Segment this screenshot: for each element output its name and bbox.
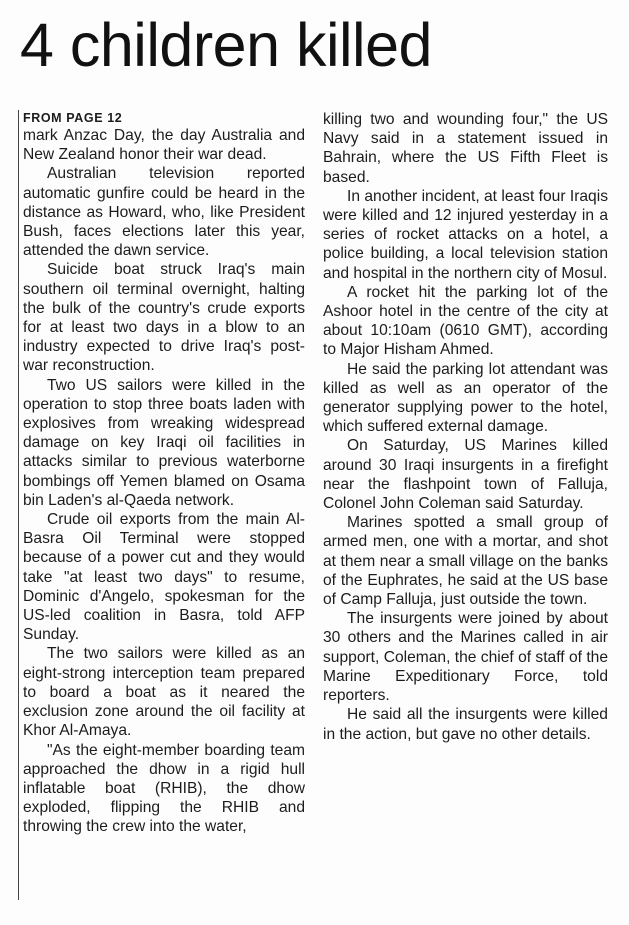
paragraph: Marines spotted a small group of armed men, one with a mortar, and shot at them near a small village on the banks of the Euphrates, he said at the US base of Camp Falluja, just outside the town.: [323, 514, 608, 609]
headline: 4 children killed: [20, 11, 432, 79]
paragraph: He said all the insurgents were killed in the action, but gave no other details.: [323, 706, 608, 743]
paragraph: Australian television reported automatic gunfire could be heard in the distance as Howard, who, like President Bush, faces elections later this year, attended the dawn service.: [23, 165, 305, 260]
paragraph: Two US sailors were killed in the operation to stop three boats laden with explosives from wreaking widespread damage on key Iraqi oil facilities in attacks similar to previous waterborne bombings off Yemen blamed on Osama bin Laden's al-Qaeda network.: [23, 376, 305, 509]
continued-from-label: FROM PAGE 12: [23, 111, 123, 125]
paragraph: killing two and wounding four," the US Navy said in a statement issued in Bahrain, where the US Fifth Fleet is based.: [323, 111, 608, 186]
paragraph: Crude oil exports from the main Al-Basra Oil Terminal were stopped because of a power cut and they would take "at least two days" to resume, Dominic d'Angelo, spokesman for the US-led coalition in Basra, told AFP Sunday.: [23, 511, 305, 644]
paragraph: On Saturday, US Marines killed around 30 Iraqi insurgents in a firefight near the flashpoint town of Falluja, Colonel John Coleman said Saturday.: [323, 437, 608, 513]
paragraph: A rocket hit the parking lot of the Ashoor hotel in the centre of the city at about 10:10am (0610 GMT), according to Major Hisham Ahmed.: [323, 283, 608, 359]
paragraph: He said the parking lot attendant was killed as well as an operator of the generator supplying power to the hotel, which suffered external damage.: [323, 360, 608, 436]
paragraph: Suicide boat struck Iraq's main southern oil terminal overnight, halting the bulk of the country's crude exports for at least two days in a blow to an industry expected to drive Iraq's post-war reconstruction.: [23, 261, 305, 375]
paragraph: "As the eight-member boarding team approached the dhow in a rigid hull inflatable boat (RHIB), the dhow exploded, flipping the RHIB and throwing the crew into the water,: [23, 741, 305, 836]
paragraph: The insurgents were joined by about 30 others and the Marines called in air support, Coleman, the chief of staff of the Marine Expeditionary Force, told reporters.: [323, 610, 608, 705]
article-column-right: [323, 110, 608, 744]
article-column-left: [18, 110, 305, 900]
paragraph: mark Anzac Day, the day Australia and New Zealand honor their war dead.: [23, 127, 305, 164]
paragraph: The two sailors were killed as an eight-strong interception team prepared to board a boat as it neared the exclusion zone around the oil facility at Khor Al-Amaya.: [23, 645, 305, 740]
paragraph: In another incident, at least four Iraqis were killed and 12 injured yesterday in a series of rocket attacks on a hotel, a police building, a local television station and hospital in the northern city of Mosul.: [323, 187, 608, 282]
